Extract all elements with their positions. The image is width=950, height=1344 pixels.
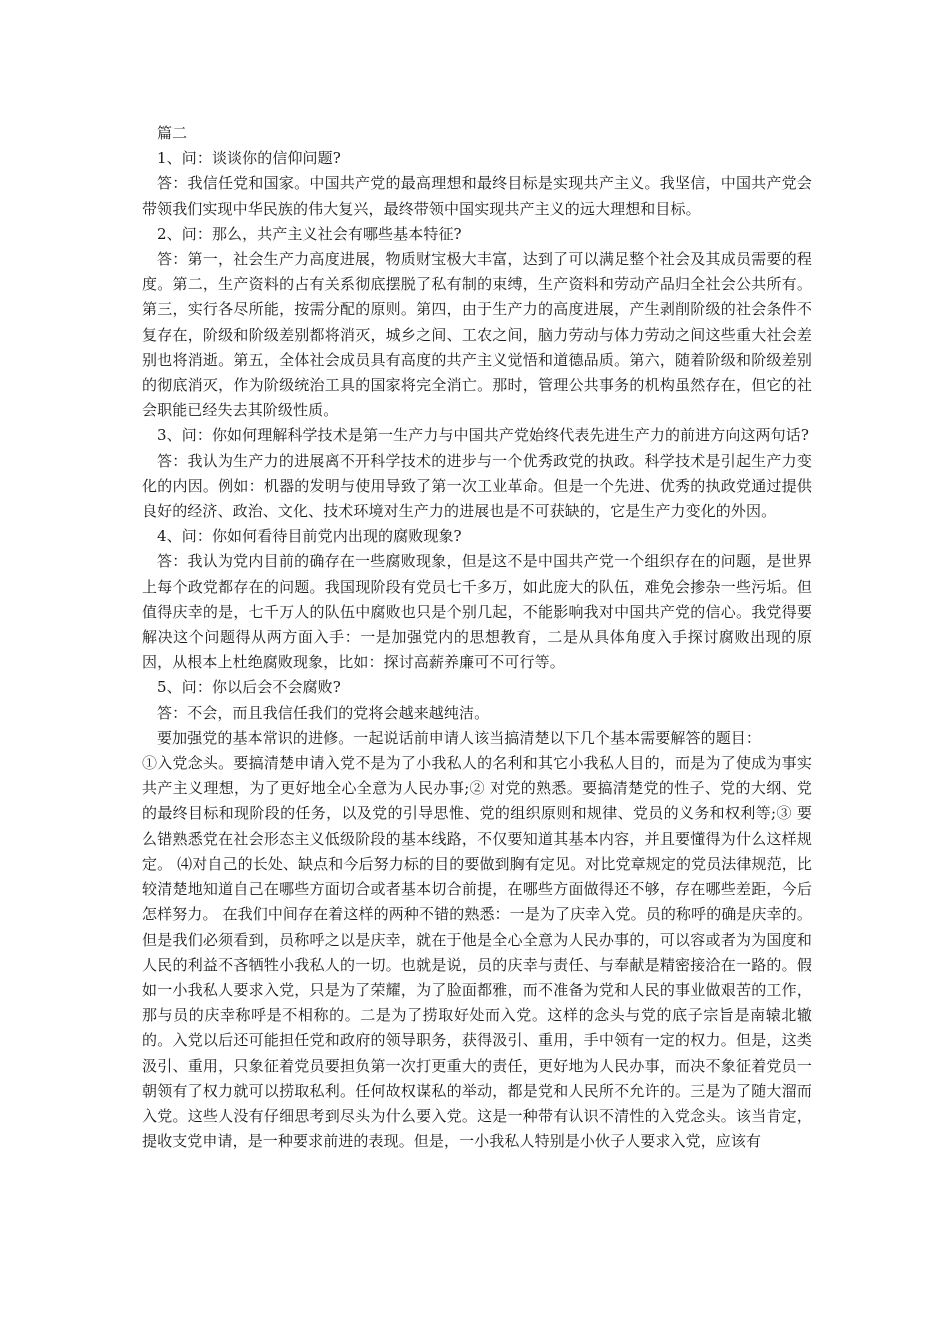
body-paragraph: ①入党念头。要搞清楚申请入党不是为了小我私人的名利和其它小我私人目的，而是为了使成为事实共产主义理想，为了更好地全心全意为人民办事;② 对党的熟悉。要搞清楚党的性子、党的大纲、党的最终目标和现阶段的任务，以及党的引导思惟、党的组织原则和规律、党员的义务和权利等;③ 要么错熟悉党在社会形态主义低级阶段的基本线路，不仅要知道其基本内容，并且要懂得为什么这样规定。 ⑷对自己的长处、缺点和今后努力标的目的要做到胸有定见。对比党章规定的党员法律规范，比较清楚地知道自己在哪些方面切合或者基本切合前提，在哪些方面做得还不够，存在哪些差距，今后怎样努力。 在我们中间存在着这样的两种不错的熟悉：一是为了庆幸入党。员的称呼的确是庆幸的。但是我们必须看到，员称呼之以是庆幸，就在于他是全心全意为人民办事的，可以容或者为为国度和人民的利益不吝牺牲小我私人的一切。也就是说，员的庆幸与责任、与奉献是精密接洽在一路的。假如一小我私人要求入党，只是为了荣耀，为了脸面都雅，而不准备为党和人民的事业做艰苦的工作，那与员的庆幸称呼是不相称的。二是为了捞取好处而入党。这样的念头与党的底子宗旨是南辕北辙的。入党以后还可能担任党和政府的领导职务，获得汲引、重用，手中领有一定的权力。但是，这类汲引、重用，只象征着党员要担负第一次打更重大的责任，更好地为人民办事，而决不象征着党员一朝领有了权力就可以捞取私利。任何故权谋私的举动，都是党和人民所不允许的。三是为了随大溜而入党。这些人没有仔细思考到尽头为什么要入党。这是一种带有认识不清性的入党念头。该当肯定，提收支党申请，是一种要求前进的表现。但是，一小我私人特别是小伙子人要求入党，应该有 bbox=[142, 754, 812, 1151]
intro-paragraph: 要加强党的基本常识的进修。一起说话前申请人该当搞清楚以下几个基本需要解答的题目： bbox=[157, 728, 762, 747]
document-title: 篇二 bbox=[157, 124, 188, 142]
question-3: 3、问：你如何理解科学技术是第一生产力与中国共产党始终代表先进生产力的前进方向这两句话? bbox=[157, 426, 809, 445]
answer-5: 答：不会，而且我信任我们的党将会越来越纯洁。 bbox=[157, 703, 490, 722]
answer-4: 答：我认为党内目前的确存在一些腐败现象，但是这不是中国共产党一个组织存在的问题，是世界上每个政党都存在的问题。我国现阶段有党员七千多万，如此庞大的队伍，难免会掺杂一些污垢。但值得庆幸的是，七千万人的队伍中腐败也只是个别几起，不能影响我对中国共产党的信心。我党得要解决这个问题得从两方面入手：一是加强党内的思想教育，二是从具体角度入手探讨腐败出现的原因，从根本上杜绝腐败现象，比如：探讨高薪养廉可不可行等。 bbox=[142, 552, 812, 672]
document-page bbox=[142, 121, 812, 1154]
answer-1: 答：我信任党和国家。中国共产党的最高理想和最终目标是实现共产主义。我坚信，中国共产党会带领我们实现中华民族的伟大复兴，最终带领中国实现共产主义的远大理想和目标。 bbox=[142, 174, 812, 218]
answer-3: 答：我认为生产力的进展离不开科学技术的进步与一个优秀政党的执政。科学技术是引起生产力变化的内因。例如：机器的发明与使用导致了第一次工业革命。但是一个先进、优秀的执政党通过提供良好的经济、政治、文化、技术环境对生产力的进展也是不可获缺的，它是生产力变化的外因。 bbox=[142, 451, 812, 521]
question-2: 2、问：那么，共产主义社会有哪些基本特征? bbox=[157, 224, 462, 243]
question-5: 5、问：你以后会不会腐败? bbox=[157, 678, 341, 697]
question-4: 4、问：你如何看待目前党内出现的腐败现象? bbox=[157, 527, 462, 546]
question-1: 1、问：谈谈你的信仰问题? bbox=[157, 149, 341, 168]
answer-2: 答：第一，社会生产力高度进展，物质财宝极大丰富，达到了可以满足整个社会及其成员需要的程度。第二，生产资料的占有关系彻底摆脱了私有制的束缚，生产资料和劳动产品归全社会公共所有。第三，实行各尽所能，按需分配的原则。第四，由于生产力的高度进展，产生剥削阶级的社会条件不复存在，阶级和阶级差别都将消灭，城乡之间、工农之间，脑力劳动与体力劳动之间这些重大社会差别也将消逝。第五，全体社会成员具有高度的共产主义觉悟和道德品质。第六，随着阶级和阶级差别的彻底消灭，作为阶级统治工具的国家将完全消亡。那时，管理公共事务的机构虽然存在，但它的社会职能已经失去其阶级性质。 bbox=[142, 250, 812, 420]
